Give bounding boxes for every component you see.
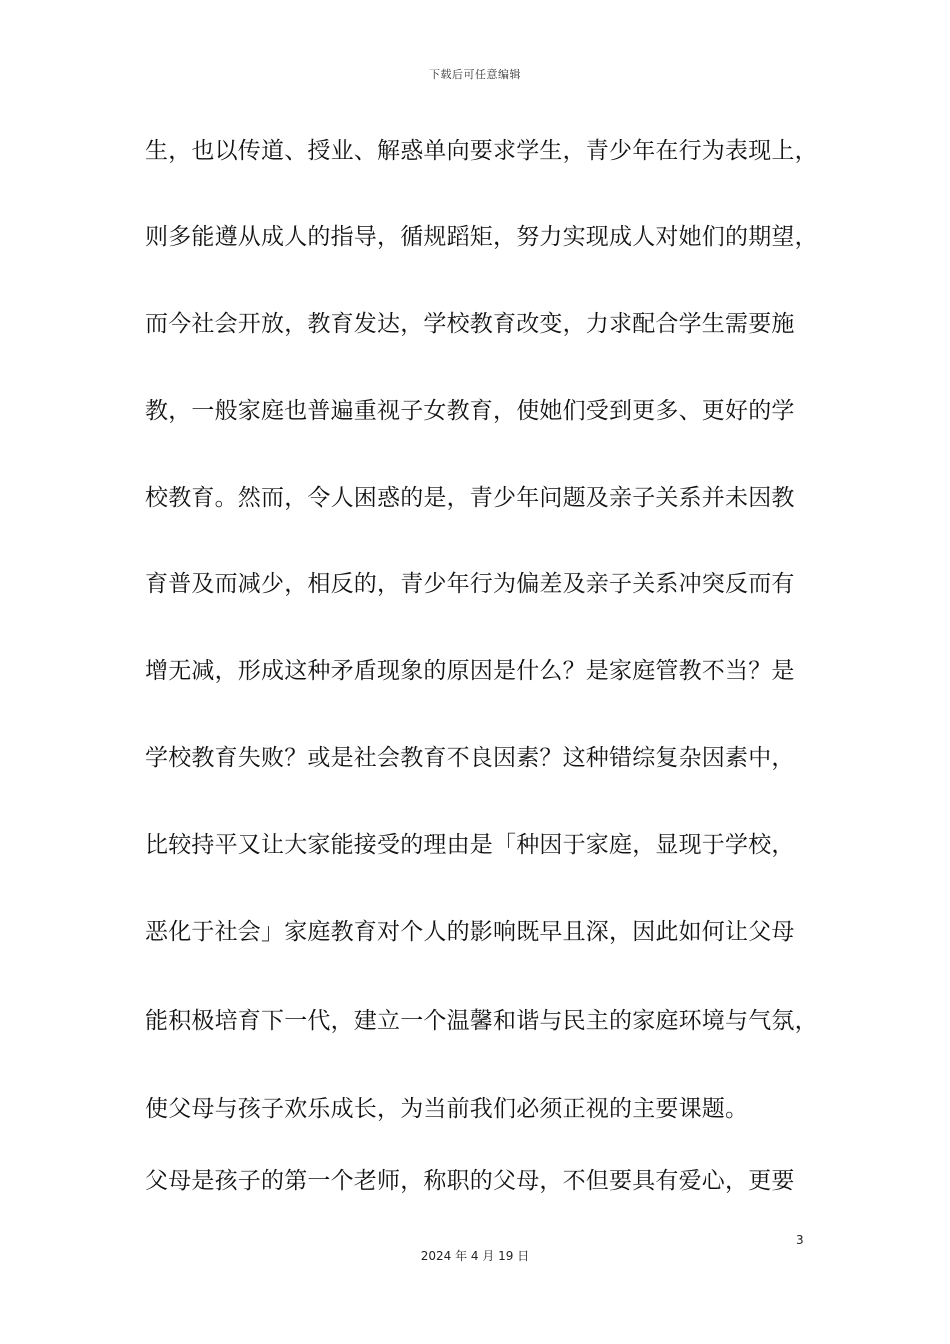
paragraph-line: 学校教育失败？或是社会教育不良因素？这种错综复杂因素中，: [145, 745, 795, 771]
paragraph-line: 校教育。然而，令人困惑的是，青少年问题及亲子关系并未因教: [145, 485, 795, 511]
paragraph-line: 父母是孩子的第一个老师，称职的父母，不但要具有爱心，更要: [145, 1168, 795, 1194]
paragraph-line: 育普及而减少，相反的，青少年行为偏差及亲子关系冲突反而有: [145, 571, 795, 597]
footer-date: 2024 年 4 月 19 日: [420, 1249, 530, 1263]
paragraph-line: 生，也以传道、授业、解惑单向要求学生，青少年在行为表现上，: [145, 138, 818, 164]
page-header: 下载后可任意编辑: [429, 68, 521, 81]
paragraph-line: 则多能遵从成人的指导，循规蹈矩，努力实现成人对她们的期望，: [145, 224, 818, 250]
paragraph-line: 而今社会开放，教育发达，学校教育改变，力求配合学生需要施: [145, 311, 795, 337]
paragraph-line: 能积极培育下一代，建立一个温馨和谐与民主的家庭环境与气氛，: [145, 1008, 818, 1034]
paragraph-line: 使父母与孩子欢乐成长，为当前我们必须正视的主要课题。: [145, 1096, 749, 1122]
page-number: 3: [796, 1233, 804, 1247]
paragraph-line: 教，一般家庭也普遍重视子女教育，使她们受到更多、更好的学: [145, 398, 795, 424]
paragraph-line: 恶化于社会」家庭教育对个人的影响既早且深，因此如何让父母: [145, 919, 795, 945]
paragraph-line: 比较持平又让大家能接受的理由是「种因于家庭，显现于学校，: [145, 832, 795, 858]
paragraph-line: 增无减，形成这种矛盾现象的原因是什么？是家庭管教不当？是: [145, 658, 795, 684]
